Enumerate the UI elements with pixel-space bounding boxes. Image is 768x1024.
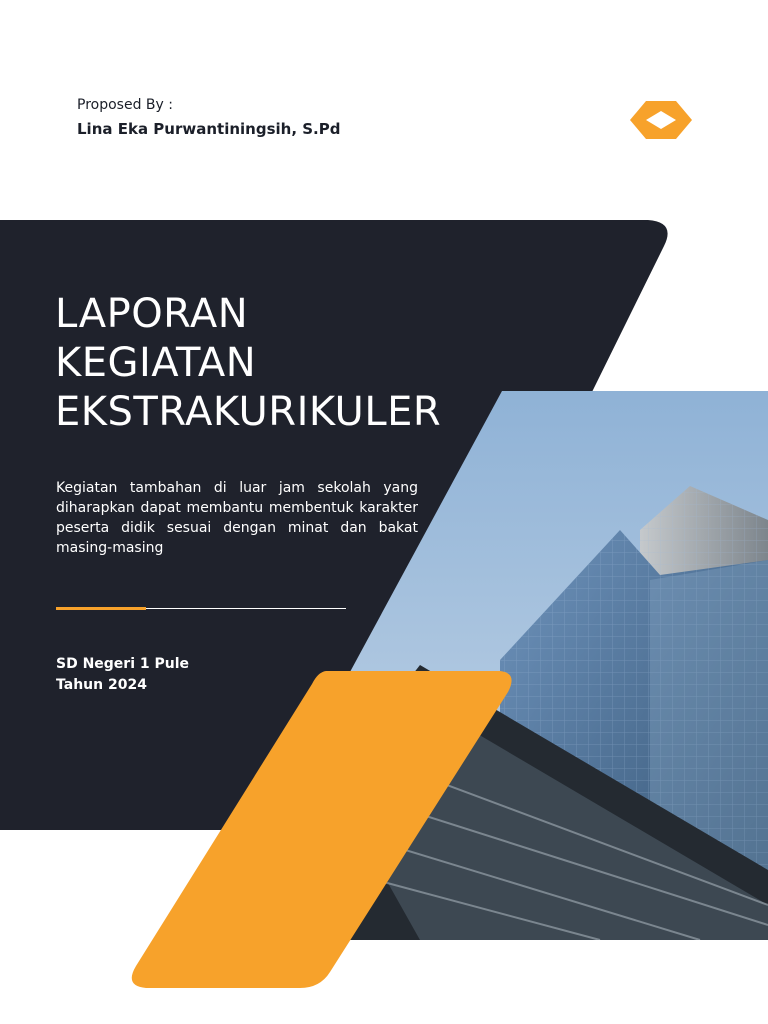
proposed-by-label: Proposed By : (77, 97, 173, 113)
author-name: Lina Eka Purwantiningsih, S.Pd (77, 120, 341, 138)
report-title (55, 290, 441, 437)
school-name: SD Negeri 1 Pule (56, 656, 190, 672)
title-line-3: EKSTRAKURIKULER (55, 389, 442, 435)
report-footer (56, 654, 189, 696)
diamond-logo-icon (630, 101, 692, 139)
title-line-1: LAPORAN (55, 291, 249, 337)
report-description: Kegiatan tambahan di luar jam sekolah yang diharapkan dapat membantu membentuk karakter peserta didik sesuai dengan minat dan bakat masing-masing (56, 480, 418, 556)
report-year: Tahun 2024 (56, 677, 147, 693)
title-line-2: KEGIATAN (55, 340, 257, 386)
